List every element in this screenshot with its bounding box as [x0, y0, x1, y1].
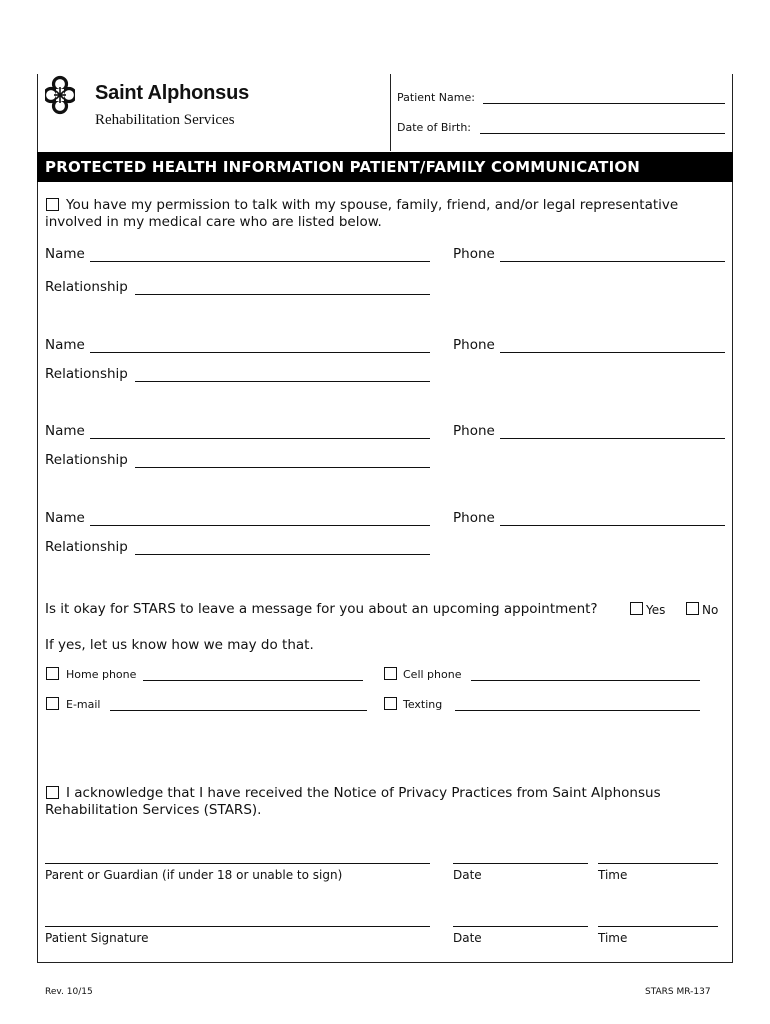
acknowledge-text-line1: I acknowledge that I have received the Notice of Privacy Practices from Saint Alphonsus: [66, 785, 661, 801]
form-id-label: STARS MR-137: [645, 987, 711, 997]
permission-text-line2: involved in my medical care who are listed below.: [45, 214, 382, 230]
saint-alphonsus-logo-icon: [45, 75, 75, 115]
texting-field[interactable]: [455, 710, 700, 711]
contact3-phone-label: Phone: [453, 423, 495, 439]
message-howto: If yes, let us know how we may do that.: [45, 637, 314, 653]
contact4-phone-label: Phone: [453, 510, 495, 526]
permission-checkbox[interactable]: [46, 198, 59, 211]
dob-label: Date of Birth:: [397, 121, 472, 134]
message-no-checkbox[interactable]: [686, 602, 699, 615]
form-border-right: [732, 74, 733, 962]
cell-phone-checkbox[interactable]: [384, 667, 397, 680]
contact3-name-label: Name: [45, 423, 85, 439]
contact1-relationship-label: Relationship: [45, 279, 128, 295]
message-yes-checkbox[interactable]: [630, 602, 643, 615]
cell-phone-field[interactable]: [471, 680, 700, 681]
message-question: Is it okay for STARS to leave a message for you about an upcoming appointment?: [45, 601, 598, 617]
guardian-time-label: Time: [598, 868, 628, 882]
guardian-signature-label: Parent or Guardian (if under 18 or unable to sign): [45, 868, 343, 882]
guardian-signature-field[interactable]: [45, 863, 430, 864]
texting-checkbox[interactable]: [384, 697, 397, 710]
patient-time-field[interactable]: [598, 926, 718, 927]
message-no-label: No: [702, 603, 719, 617]
dob-field[interactable]: [480, 133, 725, 134]
guardian-date-field[interactable]: [453, 863, 588, 864]
revision-label: Rev. 10/15: [45, 987, 93, 997]
contact1-relationship-field[interactable]: [135, 294, 430, 295]
permission-text-line1: You have my permission to talk with my spouse, family, friend, and/or legal representative: [66, 197, 679, 213]
acknowledge-text-line2: Rehabilitation Services (STARS).: [45, 802, 262, 818]
email-field[interactable]: [110, 710, 367, 711]
contact1-phone-field[interactable]: [500, 261, 725, 262]
form-title: PROTECTED HEALTH INFORMATION PATIENT/FAMILY COMMUNICATION: [37, 152, 733, 182]
contact3-name-field[interactable]: [90, 438, 430, 439]
contact3-relationship-label: Relationship: [45, 452, 128, 468]
email-checkbox[interactable]: [46, 697, 59, 710]
patient-signature-field[interactable]: [45, 926, 430, 927]
contact2-phone-label: Phone: [453, 337, 495, 353]
guardian-time-field[interactable]: [598, 863, 718, 864]
patient-date-label: Date: [453, 931, 482, 945]
patient-name-field[interactable]: [483, 103, 725, 104]
contact1-name-label: Name: [45, 246, 85, 262]
org-subtitle: Rehabilitation Services: [95, 112, 235, 128]
email-label: E-mail: [66, 698, 101, 711]
home-phone-label: Home phone: [66, 668, 137, 681]
contact2-phone-field[interactable]: [500, 352, 725, 353]
form-border-left: [37, 74, 38, 962]
message-yes-label: Yes: [646, 603, 666, 617]
org-name: Saint Alphonsus: [95, 82, 250, 104]
contact4-relationship-label: Relationship: [45, 539, 128, 555]
contact4-phone-field[interactable]: [500, 525, 725, 526]
contact1-phone-label: Phone: [453, 246, 495, 262]
home-phone-field[interactable]: [143, 680, 363, 681]
contact2-relationship-field[interactable]: [135, 381, 430, 382]
patient-time-label: Time: [598, 931, 628, 945]
patient-signature-label: Patient Signature: [45, 931, 149, 945]
home-phone-checkbox[interactable]: [46, 667, 59, 680]
contact1-name-field[interactable]: [90, 261, 430, 262]
patient-date-field[interactable]: [453, 926, 588, 927]
header-divider: [390, 74, 391, 151]
acknowledge-checkbox[interactable]: [46, 786, 59, 799]
contact2-name-field[interactable]: [90, 352, 430, 353]
contact2-relationship-label: Relationship: [45, 366, 128, 382]
patient-name-label: Patient Name:: [397, 91, 475, 104]
guardian-date-label: Date: [453, 868, 482, 882]
cell-phone-label: Cell phone: [403, 668, 462, 681]
contact3-phone-field[interactable]: [500, 438, 725, 439]
contact2-name-label: Name: [45, 337, 85, 353]
contact3-relationship-field[interactable]: [135, 467, 430, 468]
contact4-relationship-field[interactable]: [135, 554, 430, 555]
contact4-name-field[interactable]: [90, 525, 430, 526]
contact4-name-label: Name: [45, 510, 85, 526]
form-border-bottom: [37, 962, 733, 963]
texting-label: Texting: [403, 698, 443, 711]
